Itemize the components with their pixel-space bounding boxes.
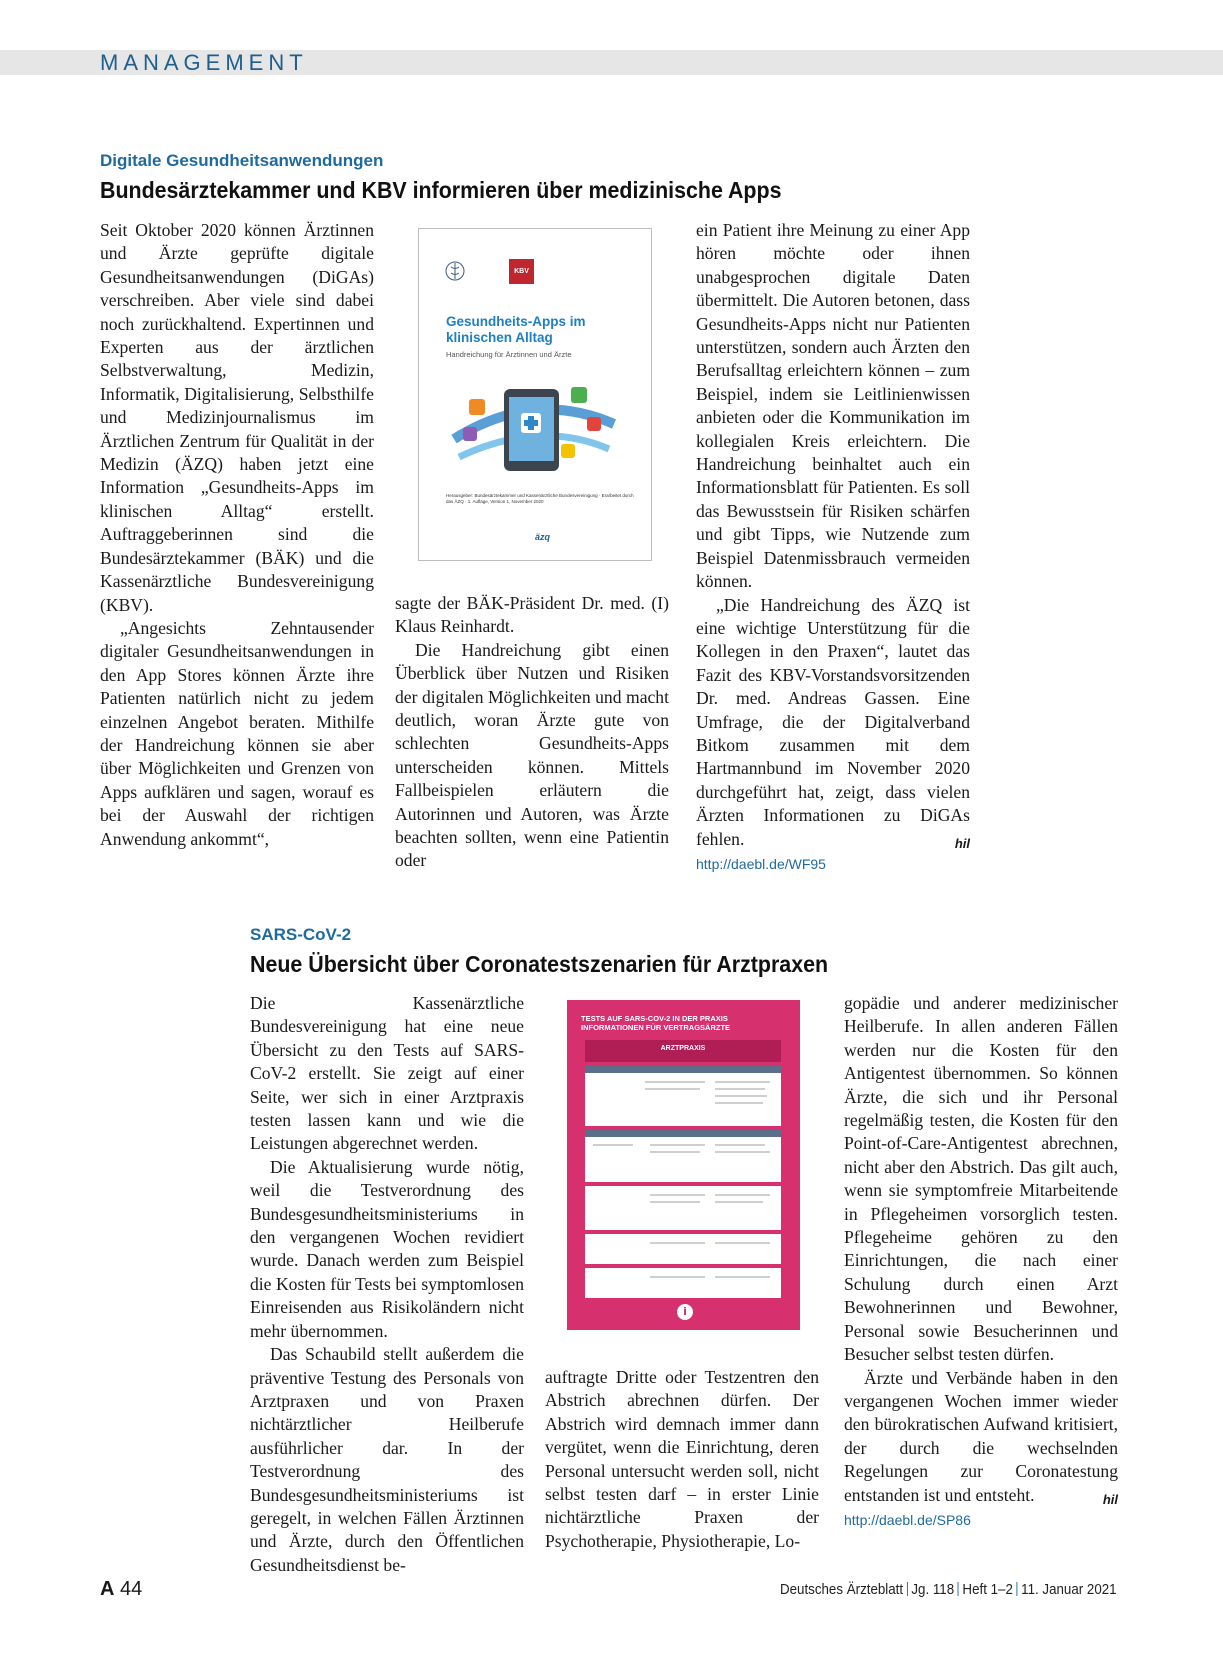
smartphone-apps-illustration-icon: [449, 369, 619, 479]
journal-name: Deutsches Ärzteblatt: [780, 1582, 904, 1598]
guide-subtitle: Handreichung für Ärztinnen und Ärzte: [446, 350, 572, 359]
article1-column-2: [395, 592, 669, 873]
guide-publisher: Herausgeber: Bundesärztekammer und Kassenärztliche Bundesvereinigung · Erarbeitet durch das ÄZQ · 1. Auflage, Version 1, November 2020: [446, 493, 634, 504]
article2-kicker: SARS-CoV-2: [250, 925, 352, 944]
page-number-value: 44: [120, 1578, 143, 1600]
article2-column-2: [545, 1366, 819, 1553]
paragraph: sagte der BÄK-Präsident Dr. med. (I) Klaus Reinhardt.: [395, 593, 669, 637]
article1-kicker: Digitale Gesundheitsanwendungen: [100, 151, 384, 170]
poster-band: [585, 1040, 781, 1062]
paragraph: auftragte Dritte oder Testzentren den Abstrich abrechnen dürfen. Der Abstrich wird demnach immer dann vergütet, wenn die Einrichtung, deren Personal untersucht werden soll, nicht selbst testen darf – in erster Linie nichtärztliche Praxen der Psychotherapie, Physiotherapie, Lo-: [545, 1367, 819, 1551]
page-number: [100, 1578, 142, 1601]
info-icon: i: [677, 1304, 693, 1320]
paragraph: [844, 1367, 1118, 1507]
article1-column-1: [100, 219, 374, 851]
journal-info: [780, 1582, 1117, 1598]
paragraph: Das Schaubild stellt außerdem die präventive Testung des Personals von Arztpraxen und von Praxen nichtärztlicher Heilberufe ausführlicher dar. In der Testverordnung des Bundesgesundheitsministeriums ist geregelt, in welchen Fällen Ärztinnen und Ärzte, durch den Öffentlichen Gesundheitsdienst be-: [250, 1344, 524, 1575]
article2-link[interactable]: http://daebl.de/SP86: [844, 1511, 971, 1528]
baek-logo-icon: [444, 257, 466, 287]
kbv-logo: KBV: [509, 259, 534, 284]
corona-test-poster-image: [567, 1000, 800, 1330]
paragraph: Die Aktualisierung wurde nötig, weil die Testverordnung des Bundesgesundheitsministeriums in den vergangenen Wochen revidiert wurde. Danach werden zum Beispiel die Kosten für Tests bei symptomlosen Einreisenden aus Risikoländern nicht mehr übernommen.: [250, 1156, 524, 1341]
article1-link[interactable]: http://daebl.de/WF95: [696, 855, 826, 872]
poster-section: [585, 1130, 781, 1182]
journal-date: 11. Januar 2021: [1021, 1582, 1117, 1598]
poster-band-label: ARZTPRAXIS: [660, 1045, 706, 1052]
guide-cover-image: [418, 228, 652, 561]
paragraph: Die Handreichung gibt einen Überblick über Nutzen und Risiken der digitalen Möglichkeiten und macht deutlich, woran Ärzte gute von schlechten Gesundheits-Apps unterscheiden können. Mittels Fallbeispielen erläutern die Autorinnen und Autoren, was Ärzte beachten sollten, wenn eine Patientin oder: [395, 639, 669, 871]
section-label: MANAGEMENT: [100, 50, 308, 75]
author-signature: hil: [954, 835, 970, 851]
article2-column-1: [250, 992, 524, 1577]
guide-title: Gesundheits-Apps im klinischen Alltag: [446, 314, 586, 345]
paragraph: ein Patient ihre Meinung zu einer App hören möchte oder ihnen unabgesprochen digitale Daten übermittelt. Die Autoren betonen, dass Gesundheits-Apps nicht nur Patienten unterstützen, sondern auch Ärzten den Berufsalltag erleichtern können – zum Beispiel, indem sie Leitlinienwissen anbieten oder die Kommunikation im kollegialen Kreis erleichtern. Die Handreichung beinhaltet auch ein Informationsblatt für Patienten. Es soll das Bewusstsein für Risiken schärfen und gibt Tipps, wie Nutzende zum Beispiel Datenmissbrauch vermeiden können.: [696, 220, 970, 592]
journal-volume: Jg. 118: [911, 1582, 955, 1598]
paragraph: Die Kassenärztliche Bundesvereinigung hat eine neue Übersicht zu den Tests auf SARS-CoV-2 erstellt. Sie zeigt auf einer Seite, wer sich in einer Arztpraxis testen lassen kann und wie die Leistungen abgerechnet werden.: [250, 993, 524, 1154]
paragraph: „Angesichts Zehntausender digitaler Gesundheitsanwendungen in den App Stores können Ärzte ihre Patienten natürlich nicht zu jedem einzelnen Angebot beraten. Mithilfe der Handreichung können sie aber über Möglichkeiten und Grenzen von Apps aufklären und sagen, worauf es bei der Auswahl der richtigen Anwendung ankommt“,: [100, 617, 374, 849]
journal-issue: Heft 1–2: [962, 1582, 1013, 1598]
article1-headline: Bundesärztekammer und KBV informieren über medizinische Apps: [100, 177, 782, 203]
paragraph: [696, 594, 970, 851]
paragraph: Seit Oktober 2020 können Ärztinnen und Ärzte geprüfte digitale Gesundheitsanwendungen (DiGAs) verschreiben. Aber viele sind dabei noch zurückhaltend. Expertinnen und Experten aus der ärztlichen Selbstverwaltung, Medizin, Informatik, Digitalisierung, Selbsthilfe und Medizinjournalismus im Ärztlichen Zentrum für Qualität in der Medizin (ÄZQ) haben jetzt eine Information „Gesundheits-Apps im klinischen Alltag“ erstellt. Auftraggeberinnen sind die Bundesärztekammer (BÄK) und die Kassenärztliche Bundesvereinigung (KBV).: [100, 220, 374, 615]
article2-headline: Neue Übersicht über Coronatestszenarien für Arztpraxen: [250, 951, 829, 977]
paragraph: gopädie und anderer medizinischer Heilberufe. In allen anderen Fällen werden nur die Kosten für den Antigentest übernommen. So können Ärzte, die sich und ihr Personal regelmäßig testen, die Kosten für den Point-of-Care-Antigentest abrechnen, nicht aber den Abstrich. Das gilt auch, wenn sie symptomfreie Mitarbeitende in Pflegeheimen vorsorglich testen. Pflegeheime gehören zu den Einrichtungen, die nach einer Schulung durch einen Arzt Bewohnerinnen und Bewohner, Personal sowie Besucherinnen und Besucher selbst testen dürfen.: [844, 993, 1118, 1365]
poster-section-header: [585, 1066, 781, 1073]
poster-section-header: [585, 1130, 781, 1137]
page-prefix: A: [100, 1578, 115, 1600]
poster-section: [585, 1268, 781, 1298]
poster-section: [585, 1234, 781, 1264]
paragraph-text: „Die Handreichung des ÄZQ ist eine wichtige Unterstützung für die Kollegen in den Praxen“, lautet das Fazit des KBV-Vorstandsvorsitzenden Dr. med. Andreas Gassen. Eine Umfrage, die der Digitalverband Bitkom zusammen mit dem Hartmannbund im November 2020 durchgeführt hat, zeigt, dass vielen Ärzten Informationen zu DiGAs fehlen.: [696, 594, 970, 849]
article1-column-3: [696, 219, 970, 876]
paragraph-text: Ärzte und Verbände haben in den vergangenen Wochen immer wieder den bürokratischen Aufwand kritisiert, der durch die wechselnden Regelungen zur Coronatestung entstanden ist und entsteht.: [844, 1367, 1118, 1505]
article2-column-3: [844, 992, 1118, 1532]
poster-section: [585, 1186, 781, 1230]
poster-title: TESTS AUF SARS-COV-2 IN DER PRAXIS INFORMATIONEN FÜR VERTRAGSÄRZTE: [581, 1014, 731, 1032]
azq-logo: äzq: [535, 532, 551, 542]
author-signature: hil: [1102, 1491, 1118, 1507]
poster-section: [585, 1066, 781, 1126]
